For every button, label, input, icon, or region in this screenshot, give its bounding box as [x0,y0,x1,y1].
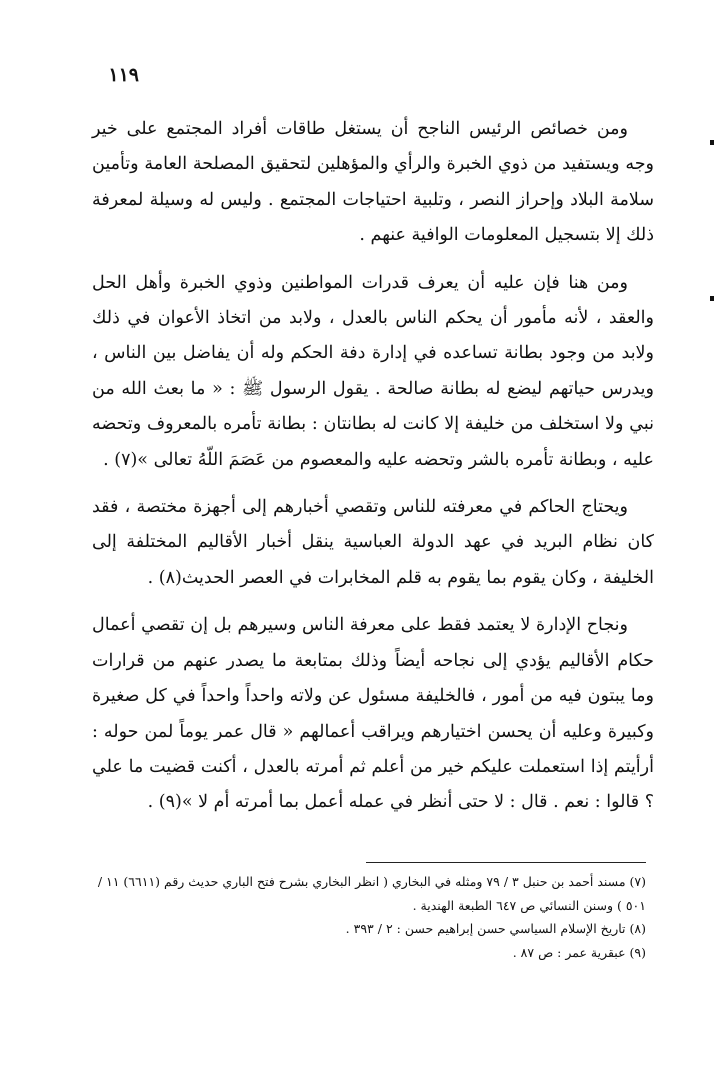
paragraph-3: ويحتاج الحاكم في معرفته للناس وتقصي أخبارهم إلى أجهزة مختصة ، فقد كان نظام البريد في عهد الدولة العباسية ينقل أخبار الأقاليم المختلفة إلى الخليفة ، وكان يقوم بما يقوم به قلم المخابرات في العصر الحديث(٨) . [92,497,654,588]
main-text [92,112,654,821]
page-number: ١١٩ [108,64,139,86]
scan-edge-mark [710,140,714,145]
paragraph-2: ومن هنا فإن عليه أن يعرف قدرات المواطنين وذوي الخبرة وأهل الحل والعقد ، لأنه مأمور أن يحكم الناس بالعدل ، ولابد من اتخاذ الأعوان في ذلك ولابد من وجود بطانة تساعده في إدارة دفة الحكم وله أن يفاضل بين الناس ، ويدرس حياتهم ليضع له بطانة صالحة . يقول الرسول ﷺ : « ما بعث الله من نبي ولا استخلف من خليفة إلا كانت له بطانتان : بطانة تأمره بالمعروف وتحضه عليه ، وبطانة تأمره بالشر وتحضه عليه والمعصوم من عَصَمَ اللّهُ تعالى »(٧) . [92,272,654,470]
paragraph-4: ونجاح الإدارة لا يعتمد فقط على معرفة الناس وسيرهم بل إن تقصي أعمال حكام الأقاليم يؤدي إلى نجاحه أيضاً وذلك بمتابعة ما يصدر عنهم من قرارات وما يبتون فيه من أمور ، فالخليفة مسئول عن ولاته واحداً واحداً في كل صغيرة وكبيرة وعليه أن يحسن اختيارهم ويراقب أعمالهم « قال عمر يوماً لمن حوله : أرأيتم إذا استعملت عليكم خير من أعلم ثم أمرته بالعدل ، أكنت قضيت ما علي ؟ قالوا : نعم . قال : لا حتى أنظر في عمله أعمل بما أمرته أم لا »(٩) . [92,615,654,813]
scan-edge-mark [710,296,714,301]
paragraph-1: ومن خصائص الرئيس الناجح أن يستغل طاقات أفراد المجتمع على خير وجه ويستفيد من ذوي الخبرة والرأي والمؤهلين لتحقيق المصلحة العامة وتأمين سلامة البلاد وإحراز النصر ، وتلبية احتياجات المجتمع . وليس له وسيلة لمعرفة ذلك إلا بتسجيل المعلومات الوافية عنهم . [92,119,654,246]
footnote-9: (٩) عبقرية عمر : ص ٨٧ . [512,944,646,960]
footnote-8: (٨) تاريخ الإسلام السياسي حسن إبراهيم حسن : ٢ / ٣٩٣ . [345,921,646,936]
footnote-7: (٧) مسند أحمد بن حنبل ٣ / ٧٩ ومثله في البخاري ( انظر البخاري بشرح فتح الباري حديث رقم (٦٦١١) ١١ / ٥٠١ ) وسنن النسائي ص ٦٤٧ الطبعة الهندية . [97,874,646,913]
footnotes [92,870,646,964]
footnote-divider [366,862,646,863]
